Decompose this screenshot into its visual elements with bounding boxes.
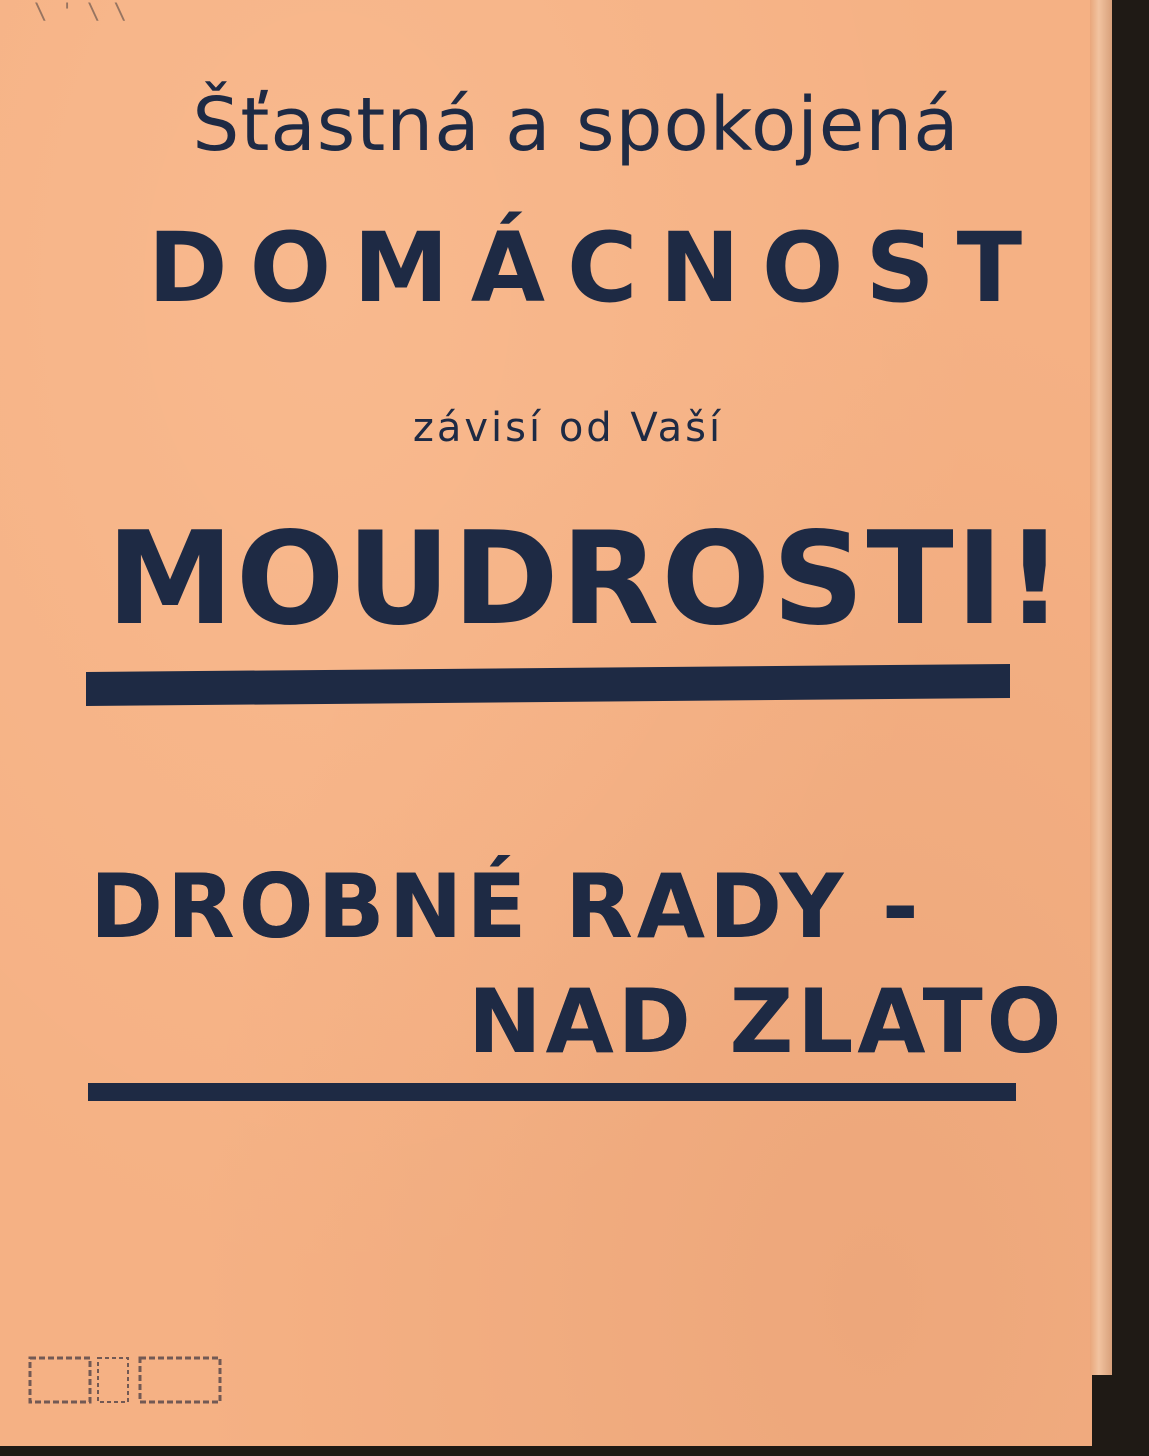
cover-title-domacnost: DOMÁCNOST xyxy=(147,212,1045,324)
bottom-rule xyxy=(88,1083,1016,1101)
library-stamp xyxy=(28,1352,228,1408)
cover-line-5: DROBNÉ RADY - xyxy=(90,855,923,958)
top-rule xyxy=(86,664,1010,706)
cover-line-1: Šťastná a spokojená xyxy=(192,82,960,168)
edge-marks: \ ' \ \ xyxy=(34,0,127,25)
page-edge xyxy=(1090,0,1112,1375)
cover-line-3: závisí od Vaší xyxy=(412,405,724,451)
cover-line-6: NAD ZLATO xyxy=(468,970,1066,1073)
cover-title-moudrosti: MOUDROSTI! xyxy=(106,505,1066,654)
